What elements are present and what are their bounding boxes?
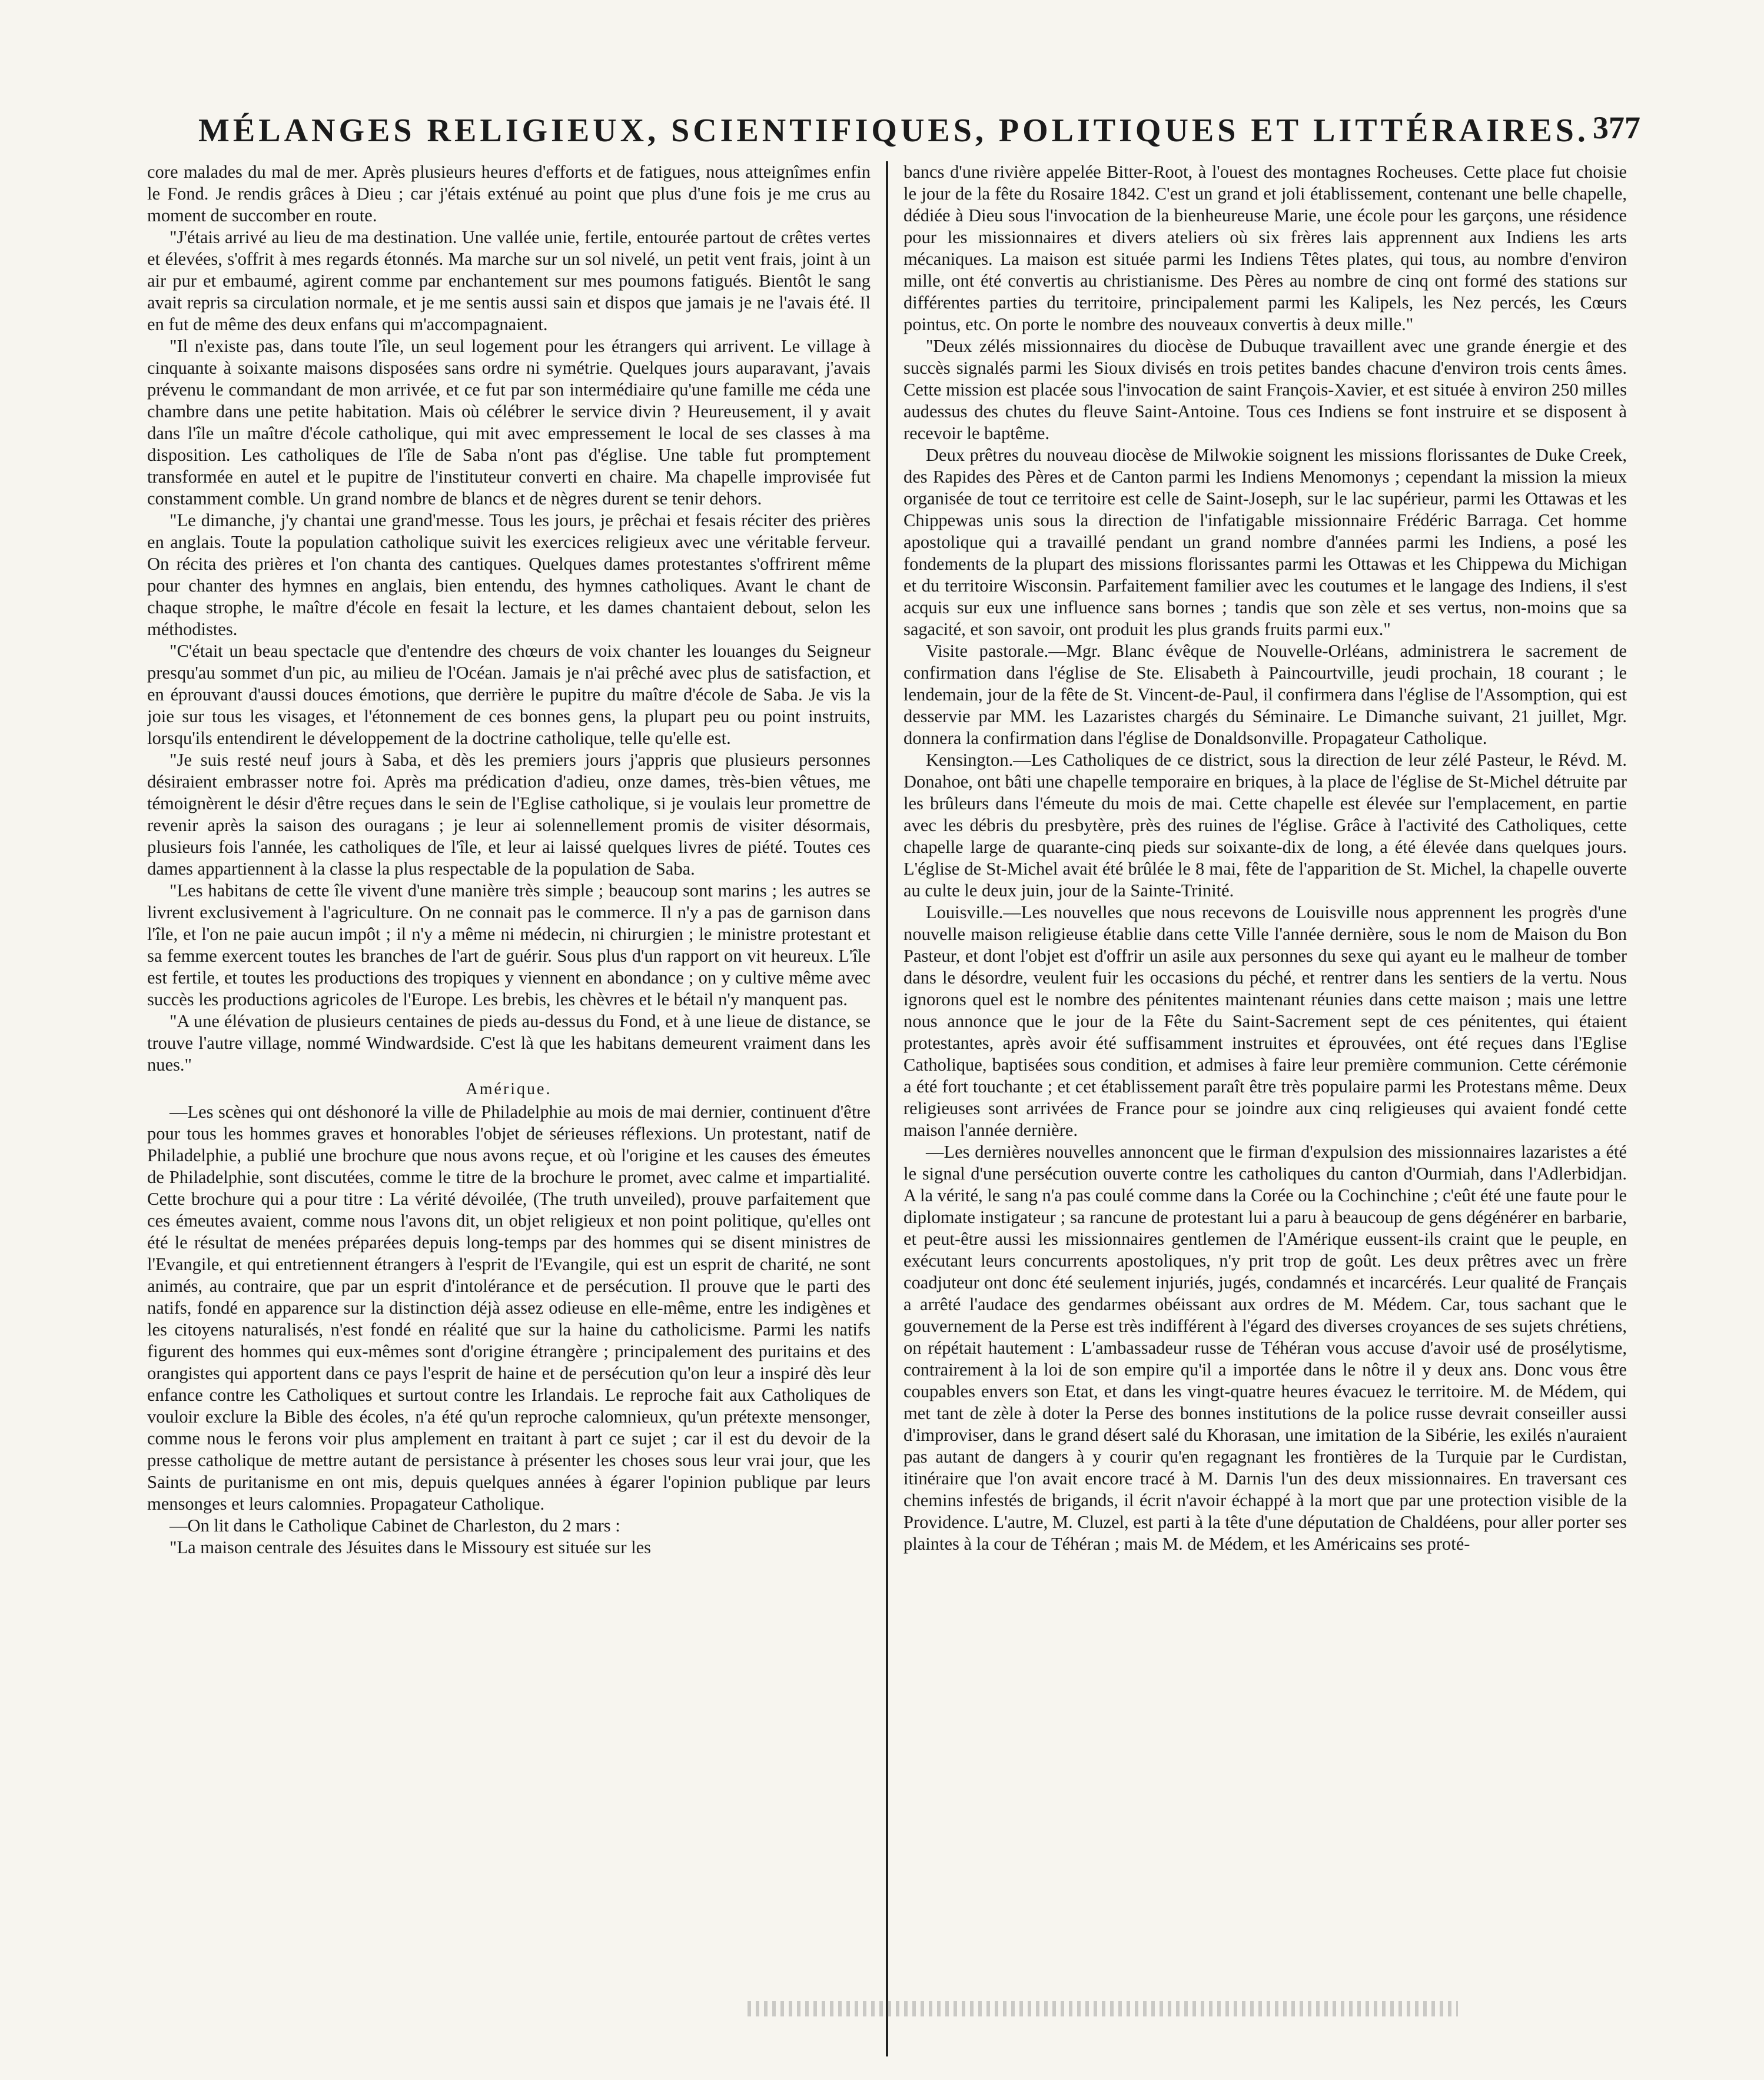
left-column [147, 161, 886, 2056]
article-paragraph: "La maison centrale des Jésuites dans le Missoury est située sur les [170, 1537, 651, 1557]
page-header [147, 112, 1640, 153]
article-paragraph: "Il n'existe pas, dans toute l'île, un seul logement pour les étrangers qui arrivent. Le village à cinquante à soixante maisons disposées sans ordre ni symétrie. Quelques jours auparavant, j'avais prévenu le commandant de mon arrivée, et ce fut par son intermédiaire qu'une famille me céda une chambre dans une petite habitation. Mais où célébrer le service divin ? Heureusement, il y avait dans l'île un maître d'école catholique, qui mit avec empressement le local de ses classes à ma disposition. Les catholiques de l'île de Saba n'ont pas d'église. Une table fut promptement transformée en autel et le pupitre de l'instituteur converti en chaire. Ma chapelle improvisée fut constamment comble. Un grand nombre de blancs et de nègres durent se tenir dehors. [147, 336, 871, 509]
article-paragraph: bancs d'une rivière appelée Bitter-Root, à l'ouest des montagnes Rocheuses. Cette place fut choisie le jour de la fête du Rosaire 1842. C'est un grand et joli établissement, contenant une belle chapelle, dédiée à Dieu sous l'invocation de la bienheureuse Marie, une école pour les garçons, une résidence pour les missionnaires et divers ateliers où six frères lais apprennent aux Indiens les arts mécaniques. La maison est située parmi les Indiens Têtes plates, qui tous, au nombre d'environ mille, ont été convertis au christianisme. Des Pères au nombre de cinq ont formé des stations sur différentes parties du territoire, principalement parmi les Kalipels, les Nez percés, les Cœurs pointus, etc. On porte le nombre des nouveaux convertis à deux mille." [903, 162, 1627, 334]
article-paragraph: "Deux zélés missionnaires du diocèse de Dubuque travaillent avec une grande énergie et des succès signalés parmi les Sioux divisés en trois petites bandes chacune d'environ trois cents âmes. Cette mission est placée sous l'invocation de saint François-Xavier, et est située à environ 250 milles audessus des chutes du fleuve Saint-Antoine. Tous ces Indiens se font instruire et se disposent à recevoir le baptême. [903, 336, 1627, 443]
page-number: 377 [1593, 110, 1640, 145]
article-paragraph: —Les scènes qui ont déshonoré la ville de Philadelphie au mois de mai dernier, continuent d'être pour tous les hommes graves et honorables l'objet de sérieuses réflexions. Un protestant, natif de Philadelphie, a publié une brochure que nous avons reçue, et où l'origine et les causes des émeutes de Philadelphie, sont discutées, comme le titre de la brochure le promet, avec calme et impartialité. Cette brochure qui a pour titre : La vérité dévoilée, (The truth unveiled), prouve parfaitement que ces émeutes avaient, comme nous l'avons dit, un objet religieux et non point politique, qu'elles ont été le résultat de menées préparées depuis long-temps par des hommes qui se disent ministres de l'Evangile, et qui entretiennent étrangers à l'esprit de l'Evangile, qui est un esprit de charité, ne sont animés, au contraire, que par un esprit d'intolérance et de persécution. Il prouve que le parti des natifs, fondé en apparence sur la distinction déjà assez odieuse en elle-même, entre les indigènes et les citoyens naturalisés, n'est fondé en réalité que sur la haine du catholicisme. Parmi les natifs figurent des hommes qui eux-mêmes sont d'origine étrangère ; principalement des puritains et des orangistes qui apportent dans ce pays l'esprit de haine et de persécution qu'on leur a inspiré dès leur enfance contre les Catholiques et surtout contre les Irlandais. Le reproche fait aux Catholiques de vouloir exclure la Bible des écoles, n'a été qu'un reproche calomnieux, qu'un prétexte mensonger, comme nous le ferons voir plus amplement en traitant à part ce sujet ; car il est du devoir de la presse catholique de mettre autant de persistance à présenter les choses sous leur vrai jour, que les Saints de puritanisme en ont mis, depuis quelques années à égarer l'opinion publique par leurs mensonges et leurs calomnies. Propagateur Catholique. [147, 1102, 871, 1514]
section-heading: Amérique. [466, 1080, 552, 1098]
running-title: MÉLANGES RELIGIEUX, SCIENTIFIQUES, POLITIQUES ET LITTÉRAIRES. [198, 112, 1589, 149]
article-paragraph: Deux prêtres du nouveau diocèse de Milwokie soignent les missions florissantes de Duke Creek, des Rapides des Pères et de Canton parmi les Indiens Menomonys ; cependant la mission la mieux organisée de tout ce territoire est celle de Saint-Joseph, sur le lac supérieur, parmi les Ottawas et les Chippewas unis sous la direction de l'infatigable missionnaire Frédéric Barraga. Cet homme apostolique qui a travaillé pendant un grand nombre d'années parmi les Indiens, a posé les fondements de la plupart des missions florissantes parmi les Ottawas et les Chippewa du Michigan et du territoire Wisconsin. Parfaitement familier avec les coutumes et le langage des Indiens, il s'est acquis sur eux une influence sans bornes ; tandis que son zèle et ses vertus, non-moins que sa sagacité, et son savoir, ont produit les plus grands fruits parmi eux." [903, 445, 1627, 639]
article-paragraph: "Les habitans de cette île vivent d'une manière très simple ; beaucoup sont marins ; les autres se livrent exclusivement à l'agriculture. On ne connait pas le commerce. Il n'y a pas de garnison dans l'île, et l'on ne paie aucun impôt ; il n'y a même ni médecin, ni chirurgien ; le ministre protestant et sa femme exercent toutes les branches de l'art de guérir. Sous plus d'un rapport on vit heureux. L'île est fertile, et toutes les productions des tropiques y viennent en abondance ; on y cultive même avec succès les productions agricoles de l'Europe. Les brebis, les chèvres et le bétail n'y manquent pas. [147, 880, 871, 1009]
article-paragraph: Kensington.—Les Catholiques de ce district, sous la direction de leur zélé Pasteur, le Révd. M. Donahoe, ont bâti une chapelle temporaire en briques, à la place de l'église de St-Michel détruite par les brûleurs dans l'émeute du mois de mai. Cette chapelle est élevée sur l'emplacement, en partie avec les débris du presbytère, près des ruines de l'église. Grâce à l'activité des Catholiques, cette chapelle large de quarante-cinq pieds sur soixante-dix de long, a été élevée dans quelques jours. L'église de St-Michel avait été brûlée le 8 mai, fête de l'apparition de St. Michel, la chapelle ouverte au culte le deux juin, jour de la Sainte-Trinité. [903, 750, 1627, 901]
print-smudge [748, 2001, 1458, 2016]
article-paragraph: core malades du mal de mer. Après plusieurs heures d'efforts et de fatigues, nous atteignîmes enfin le Fond. Je rendis grâces à Dieu ; car j'étais exténué au point que plus d'une fois je me crus au moment de succomber en route. [147, 162, 871, 225]
article-paragraph: "A une élévation de plusieurs centaines de pieds au-dessus du Fond, et à une lieue de distance, se trouve l'autre village, nommé Windwardside. C'est là que les habitans demeurent vraiment dans les nues." [147, 1011, 871, 1075]
article-paragraph: Visite pastorale.—Mgr. Blanc évêque de Nouvelle-Orléans, administrera le sacrement de confirmation dans l'église de Ste. Elisabeth à Paincourtville, jeudi prochain, 18 courant ; le lendemain, jour de la fête de St. Vincent-de-Paul, il confirmera dans l'église de l'Assomption, qui est desservie par MM. les Lazaristes chargés du Séminaire. Le Dimanche suivant, 21 juillet, Mgr. donnera la confirmation dans l'église de Donaldsonville. Propagateur Catholique. [903, 641, 1627, 748]
article-paragraph: Louisville.—Les nouvelles que nous recevons de Louisville nous apprennent les progrès d'une nouvelle maison religieuse établie dans cette Ville l'année dernière, sous le nom de Maison du Bon Pasteur, et dont l'objet est d'offrir un asile aux personnes du sexe qui ayant eu le malheur de tomber dans le désordre, veulent fuir les occasions du péché, et rentrer dans les sentiers de la vertu. Nous ignorons quel est le nombre des pénitentes maintenant réunies dans cette maison ; mais une lettre nous annonce que le jour de la Fête du Saint-Sacrement sept de ces pénitentes, qui étaient protestantes, après avoir été suffisamment instruites et éprouvées, ont été reçues dans l'Eglise Catholique, baptisées sous condition, et admises à faire leur première communion. Cette cérémonie a été fort touchante ; et cet établissement paraît être très populaire parmi les Protestans même. Deux religieuses sont arrivées de France pour se joindre aux cinq religieuses qui avaient fondé cette maison l'année dernière. [903, 902, 1627, 1140]
article-paragraph: —Les dernières nouvelles annoncent que le firman d'expulsion des missionnaires lazaristes a été le signal d'une persécution ouverte contre les catholiques du canton d'Ourmiah, dans l'Adlerbidjan. A la vérité, le sang n'a pas coulé comme dans la Corée ou la Cochinchine ; c'eût été une faute pour le diplomate instigateur ; sa rancune de protestant lui a paru à beaucoup de gens dégénérer en barbarie, et peut-être aussi les missionnaires gentlemen de l'Amérique eussent-ils craint que le peuple, en exécutant leurs concurrents apostoliques, n'y prit trop de goût. Les deux prêtres avec un frère coadjuteur ont donc été seulement injuriés, jugés, condamnés et incarcérés. Leur qualité de Français a arrêté l'audace des gendarmes obéissant aux ordres de M. Médem. Car, tous sachant que le gouvernement de la Perse est très indifférent à l'égard des diverses croyances de ses sujets chrétiens, on répétait hautement : L'ambassadeur russe de Téhéran vous accuse d'avoir usé de prosélytisme, contrairement à la loi de son empire qu'il a importée dans le nôtre il y deux ans. Donc vous être coupables envers son Etat, et dans les vingt-quatre heures évacuez le territoire. M. de Médem, qui met tant de zèle à doter la Perse des bonnes institutions de la police russe devrait conseiller aussi d'improviser, dans le grand désert salé du Khorasan, une imitation de la Sibérie, les exilés n'auraient pas autant de dangers à y courir qu'en regagnant les frontières de la Turquie par le Curdistan, itinéraire que l'on avait encore tracé à M. Darnis l'un des deux missionnaires. En traversant ces chemins infestés de brigands, il écrit n'avoir échappé à la mort que par une protection visible de la Providence. L'autre, M. Cluzel, est parti à la tête d'une députation de Chaldéens, pour aller porter ses plaintes à la cour de Téhéran ; mais M. de Médem, et les Américains ses proté- [903, 1142, 1627, 1554]
article-paragraph: "Je suis resté neuf jours à Saba, et dès les premiers jours j'appris que plusieurs personnes désiraient embrasser notre foi. Après ma prédication d'adieu, onze dames, très-bien vêtues, me témoignèrent le désir d'être reçues dans le sein de l'Eglise catholique, si je voulais leur promettre de revenir après la saison des ouragans ; je leur ai solennellement promis de visiter désormais, plusieurs fois l'année, les catholiques de l'île, et leur ai laissé quelques livres de piété. Toutes ces dames appartiennent à la classe la plus respectable de la population de Saba. [147, 750, 871, 879]
article-paragraph: "Le dimanche, j'y chantai une grand'messe. Tous les jours, je prêchai et fesais réciter des prières en anglais. Toute la population catholique suivit les exercices religieux avec une véritable ferveur. On récita des prières et l'on chanta des cantiques. Quelques dames protestantes s'offrirent même pour chanter des hymnes en anglais, bien entendu, des hymnes catholiques. Avant le chant de chaque strophe, le maître d'école en fesait la lecture, et les dames chantaient debout, selon les méthodistes. [147, 510, 871, 639]
text-columns [147, 161, 1640, 2056]
right-column [888, 161, 1627, 2056]
article-paragraph: —On lit dans le Catholique Cabinet de Charleston, du 2 mars : [170, 1516, 620, 1536]
article-paragraph: "C'était un beau spectacle que d'entendre des chœurs de voix chanter les louanges du Seigneur presqu'au sommet d'un pic, au milieu de l'Océan. Jamais je n'ai prêché avec plus de satisfaction, et en éprouvant d'aussi douces émotions, que derrière le pupitre du maître d'école de Saba. Je vis la joie sur tous les visages, et l'étonnement de ces bonnes gens, la plupart peu ou point instruits, lorsqu'ils entendirent le développement de la doctrine catholique, telle qu'elle est. [147, 641, 871, 748]
article-paragraph: "J'étais arrivé au lieu de ma destination. Une vallée unie, fertile, entourée partout de crêtes vertes et élevées, s'offrit à mes regards étonnés. Ma marche sur un sol nivelé, un petit vent frais, joint à un air pur et embaumé, agirent comme par enchantement sur mes poumons fatigués. Bientôt le sang avait repris sa circulation normale, et je me sentis aussi sain et dispos que jamais je ne l'avais été. Il en fut de même des deux enfans qui m'accompagnaient. [147, 227, 871, 334]
